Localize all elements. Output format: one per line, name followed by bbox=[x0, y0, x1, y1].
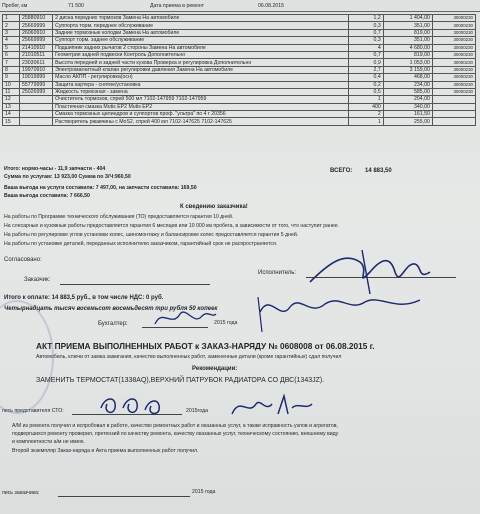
cell-qty: 1 bbox=[348, 118, 383, 125]
cell-c7: 30000230 bbox=[432, 59, 475, 66]
cell-n: 7 bbox=[3, 59, 20, 66]
cell-price: 3 159,00 bbox=[383, 66, 432, 73]
executor-signature-2 bbox=[250, 282, 440, 337]
cell-qty: 1 bbox=[348, 96, 383, 103]
cell-name: Электромагнитный клапан регулировки давления Замена На автомобиле bbox=[53, 66, 349, 73]
cell-qty: 2 bbox=[348, 111, 383, 118]
cell-c7: 30000230 bbox=[432, 88, 475, 95]
table-row bbox=[3, 111, 476, 118]
cell-qty: 0,4 bbox=[348, 74, 383, 81]
cell-c7: 30000230 bbox=[432, 15, 475, 22]
notice-line-1: На работы по Программе технического обслуживания (ТО) предоставляется гарантия 10 дней. bbox=[4, 214, 234, 220]
pay-words: Четырнадцать тысяч восемьсот восемьдесят три рубля 50 копеек bbox=[4, 306, 218, 312]
cell-price: 1 404,00 bbox=[383, 15, 432, 22]
services-table bbox=[2, 14, 476, 126]
cell-c7 bbox=[432, 111, 475, 118]
sto-rep-signature-2 bbox=[226, 394, 316, 420]
cell-name: 2 диска передних тормозов Замена На автомобиле bbox=[53, 15, 349, 22]
cell-qty: 0,7 bbox=[348, 29, 383, 36]
act-body-4: Второй экземпляр Заказ-наряда и Акта приема выполненных работ получил. bbox=[12, 448, 199, 454]
table-row bbox=[3, 81, 476, 88]
total-label: ВСЕГО: bbox=[330, 168, 353, 174]
cell-qty: 0,7 bbox=[348, 51, 383, 58]
cell-n: 8 bbox=[3, 66, 20, 73]
table-row bbox=[3, 44, 476, 51]
notice-line-4: На работы по установке деталей, переданных исполнителю заказчиком, гарантийный срок не распространяется. bbox=[4, 241, 278, 247]
cell-n: 10 bbox=[3, 81, 20, 88]
act-body-3: и комплектности а/м не имею. bbox=[12, 439, 85, 445]
sto-rep-year: 2015года bbox=[186, 408, 209, 414]
cell-price: 340,00 bbox=[383, 103, 432, 110]
notice-line-2: На слесарные и кузовные работы предоставляется гарантия 6 месяцев или 10 000 км пробега, в зависимости от того, что наступит ранее. bbox=[4, 223, 340, 229]
cell-c7: 30000230 bbox=[432, 66, 475, 73]
total-value: 14 883,50 bbox=[365, 168, 392, 174]
table-row bbox=[3, 74, 476, 81]
act-subtitle: Автомобиль, ключи от замка зажигания, качество выполненных работ, замененные детали (кроме гарантийных) сдал получил bbox=[36, 354, 342, 360]
cell-name: Геометрия задней подвески Контроль Дополнительно bbox=[53, 51, 349, 58]
table-row bbox=[3, 103, 476, 110]
totals-hours: Итого: нормо-часы - 11,9 запчасти - 404 bbox=[4, 166, 106, 172]
cell-price: 819,00 bbox=[383, 51, 432, 58]
date-value: 06.08.2015 bbox=[258, 3, 284, 9]
table-row bbox=[3, 37, 476, 44]
cell-name: Жидкость тормозная - замена bbox=[53, 88, 349, 95]
cell-price: 161,50 bbox=[383, 111, 432, 118]
cell-c7: 30000230 bbox=[432, 74, 475, 81]
cell-code: 25026999 bbox=[20, 88, 53, 95]
cell-n: 11 bbox=[3, 88, 20, 95]
cell-c7: 30000230 bbox=[432, 44, 475, 51]
cell-c7 bbox=[432, 103, 475, 110]
cell-code: 25669999 bbox=[20, 37, 53, 44]
cell-c7: 30000230 bbox=[432, 51, 475, 58]
cell-c7: 30000230 bbox=[432, 22, 475, 29]
cell-n: 14 bbox=[3, 111, 20, 118]
cell-name: Смазка тормозных цилиндров и суппортов проф. "ультра" по 4 г 20356 bbox=[53, 111, 349, 118]
cell-c7: 30000230 bbox=[432, 37, 475, 44]
pay-total: Итого к оплате: 14 883,5 руб., в том числе НДС: 0 руб. bbox=[4, 295, 164, 301]
cell-n: 13 bbox=[3, 103, 20, 110]
cell-n: 1 bbox=[3, 15, 20, 22]
cell-price: 4 680,00 bbox=[383, 44, 432, 51]
cell-qty: 0,2 bbox=[348, 81, 383, 88]
cell-code: 26060910 bbox=[20, 29, 53, 36]
cell-name: Защита картера - снятие/установка bbox=[53, 81, 349, 88]
cell-price: 585,00 bbox=[383, 88, 432, 95]
cell-name: Суппорта торм. переднее обслуживание bbox=[53, 22, 349, 29]
cell-n: 12 bbox=[3, 96, 20, 103]
cell-name: Подшипник задних рычагов 2 стороны Замена На автомобиле bbox=[53, 44, 349, 51]
act-title: АКТ ПРИЕМА ВЫПОЛНЕННЫХ РАБОТ к ЗАКАЗ-НАРЯДУ № 0608008 от 06.08.2015 г. bbox=[36, 341, 375, 351]
cell-qty: 400 bbox=[348, 103, 383, 110]
customer-label: Заказчик: bbox=[24, 277, 51, 283]
cell-code: 21410910 bbox=[20, 44, 53, 51]
cell-n: 4 bbox=[3, 37, 20, 44]
notice-title: К сведению заказчика! bbox=[180, 204, 248, 210]
cell-name: Растворитель ржавчины с MoS2, спрей 400 мл 7102-147625 7102-147625 bbox=[53, 118, 349, 125]
date-label: Дата приема в ремонт bbox=[150, 3, 204, 9]
mileage-label: Пробег, км bbox=[2, 3, 28, 9]
cell-name: Задние тормозные колодки Замена На автомобиле bbox=[53, 29, 349, 36]
mileage-value: 71 500 bbox=[68, 3, 84, 9]
cell-price: 819,00 bbox=[383, 29, 432, 36]
cell-code bbox=[20, 103, 53, 110]
recommendations-text: ЗАМЕНИТЬ ТЕРМОСТАТ(1338AQ),ВЕРХНИЙ ПАТРУБОК РАДИАТОРА СО ДВС(1343JZ). bbox=[36, 377, 325, 384]
cell-c7: 30000230 bbox=[432, 81, 475, 88]
stamp-mark bbox=[0, 300, 54, 414]
recommendations-title: Рекомендации: bbox=[192, 366, 238, 372]
cell-qty: 1,2 bbox=[348, 15, 383, 22]
cell-n: 2 bbox=[3, 22, 20, 29]
cell-c7: 30000230 bbox=[432, 29, 475, 36]
sto-rep-label: пись представителя СТО: bbox=[2, 408, 64, 414]
cell-code: 55779999 bbox=[20, 81, 53, 88]
cell-n: 15 bbox=[3, 118, 20, 125]
cell-code bbox=[20, 111, 53, 118]
cell-n: 6 bbox=[3, 51, 20, 58]
table-row bbox=[3, 96, 476, 103]
cell-name: Высота передней и задней части кузова Проверка и регулировка Дополнительно bbox=[53, 59, 349, 66]
customer-final-sign-line bbox=[58, 496, 190, 497]
table-row bbox=[3, 66, 476, 73]
sto-rep-signature bbox=[95, 392, 175, 418]
table-row bbox=[3, 88, 476, 95]
accountant-signature bbox=[150, 304, 220, 332]
cell-name: Очиститель тормозов, спрей 500 мл 7102-147959 7102-147959 bbox=[53, 96, 349, 103]
cell-n: 5 bbox=[3, 44, 20, 51]
cell-qty: 2,7 bbox=[348, 66, 383, 73]
act-body-1: А/М из ремонта получил и испробовал в работе, качество ремонтных работ и оказанных услуг, а также исправность узлов и агрегатов, bbox=[12, 423, 338, 429]
table-row bbox=[3, 51, 476, 58]
table-row bbox=[3, 59, 476, 66]
cell-qty: 0,9 bbox=[348, 59, 383, 66]
customer-final-year: 2015 года bbox=[192, 489, 216, 495]
cell-price: 204,00 bbox=[383, 96, 432, 103]
cell-code: 25880910 bbox=[20, 15, 53, 22]
cell-price: 1 053,00 bbox=[383, 59, 432, 66]
cell-name: Пластичная смазка Mutis EP2 Mutis EP2 bbox=[53, 103, 349, 110]
cell-code: 19970910 bbox=[20, 66, 53, 73]
accountant-year: 2015 года bbox=[214, 320, 238, 326]
cell-qty: 0,3 bbox=[348, 37, 383, 44]
table-row bbox=[3, 29, 476, 36]
cell-qty: 0,3 bbox=[348, 22, 383, 29]
cell-code: 25669999 bbox=[20, 22, 53, 29]
cell-name: Масло АКПП - регулировка(осн) bbox=[53, 74, 349, 81]
customer-sign-label: пись заказчика: bbox=[2, 490, 40, 496]
agreed-label: Согласовано: bbox=[4, 257, 42, 263]
cell-price: 351,00 bbox=[383, 22, 432, 29]
table-row bbox=[3, 118, 476, 125]
cell-n: 3 bbox=[3, 29, 20, 36]
table-row bbox=[3, 22, 476, 29]
cell-code bbox=[20, 96, 53, 103]
cell-name: Суппорт торм. заднее обслуживание bbox=[53, 37, 349, 44]
cell-code: 19019999 bbox=[20, 74, 53, 81]
cell-price: 255,00 bbox=[383, 118, 432, 125]
cell-qty: 4 bbox=[348, 44, 383, 51]
cell-price: 351,00 bbox=[383, 37, 432, 44]
accountant-label: Бухгалтер: bbox=[98, 321, 128, 327]
cell-code bbox=[20, 118, 53, 125]
discount-services: Ваша выгода на услуги составила: 7 497,00, на запчасти составила: 169,50 bbox=[4, 185, 197, 191]
notice-line-3: На работы по регулировке углов установки колес, шиномонтажу и балансировке колес предоставляется гарантия 5 дней. bbox=[4, 232, 299, 238]
executor-label: Исполнитель: bbox=[258, 270, 297, 276]
cell-code: 23030611 bbox=[20, 59, 53, 66]
customer-sign-line bbox=[60, 284, 210, 285]
header-divider bbox=[0, 11, 480, 12]
table-row bbox=[3, 15, 476, 22]
cell-c7 bbox=[432, 96, 475, 103]
cell-qty: 0,5 bbox=[348, 88, 383, 95]
cell-n: 9 bbox=[3, 74, 20, 81]
discount-total: Ваша выгода составила: 7 666,50 bbox=[4, 193, 90, 199]
cell-price: 234,00 bbox=[383, 81, 432, 88]
act-body-2: подвергшихся ремонту проверил, претензий по качеству ремонта, качеству оказанных услуг, техническому состоянию, внешнему виду bbox=[12, 431, 339, 437]
cell-price: 468,00 bbox=[383, 74, 432, 81]
cell-code: 21010511 bbox=[20, 51, 53, 58]
cell-c7 bbox=[432, 118, 475, 125]
totals-sum: Сумма по услугам: 13 923,00 Сумма по З/Ч:960,50 bbox=[4, 174, 131, 180]
